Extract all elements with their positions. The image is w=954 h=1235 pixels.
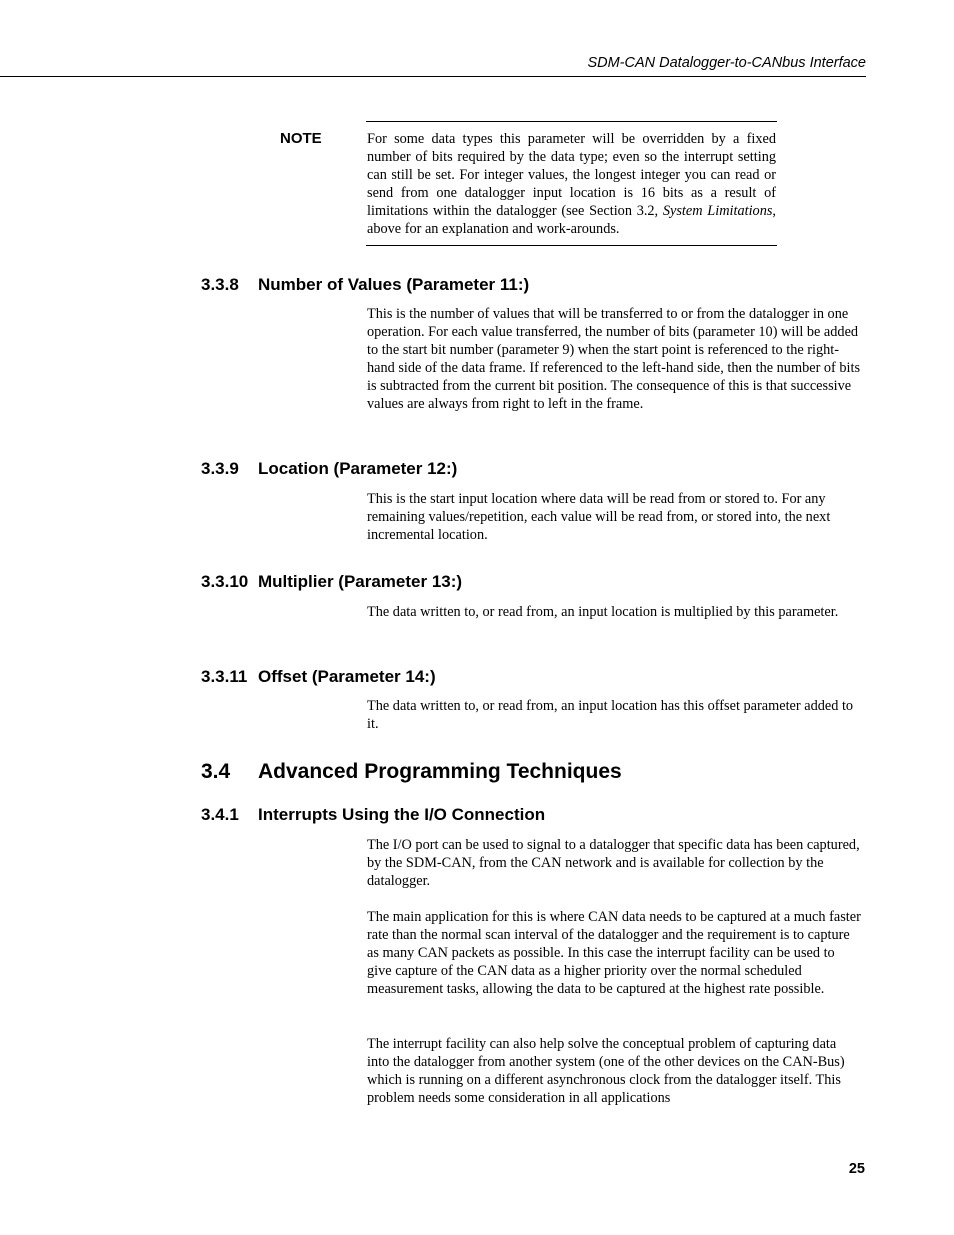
- section-3-3-8-body: This is the number of values that will be transferred to or from the datalogger in one operation. For each value transferred, the number of bits (parameter 10) will be added to the start bit number (parameter 9) when the start point is referenced to the right-hand side of the data frame. If referenced to the left-hand side, then the number of bits is subtracted from the current bit position. The consequence of this is that successive values are always from right to left in the frame.: [367, 306, 861, 412]
- section-3-4-1-paragraph-3: The interrupt facility can also help solve the conceptual problem of capturing data into the datalogger from another system (one of the other devices on the CAN-Bus) which is running on a different asynchronous clock from the datalogger itself. This problem needs some consideration in all applications: [367, 1036, 845, 1106]
- note-text-end: , above for an explanation and work-arounds.: [367, 203, 776, 237]
- heading-title: Advanced Programming Techniques: [258, 760, 622, 783]
- heading-3-3-11: [201, 667, 436, 687]
- heading-3-4: [201, 760, 622, 784]
- heading-number: 3.3.11: [201, 667, 248, 686]
- heading-number: 3.3.8: [201, 275, 239, 294]
- section-3-3-9-body: This is the start input location where data will be read from or stored to. For any remaining values/repetition, each value will be read from, or stored into, the next incremental location.: [367, 491, 831, 543]
- heading-number: 3.4.1: [201, 805, 239, 824]
- heading-3-4-1: [201, 805, 545, 825]
- note-label: NOTE: [280, 130, 322, 147]
- note-text: [367, 130, 776, 238]
- section-3-4-1-paragraph-1: The I/O port can be used to signal to a datalogger that specific data has been captured, by the SDM-CAN, from the CAN network and is available for collection by the datalogger.: [367, 837, 860, 889]
- heading-number: 3.3.10: [201, 572, 249, 591]
- header-title: SDM-CAN Datalogger-to-CANbus Interface: [587, 55, 866, 71]
- section-3-3-10-body: The data written to, or read from, an input location is multiplied by this parameter.: [367, 604, 839, 620]
- heading-3-3-9: [201, 459, 457, 479]
- section-3-3-11-body: The data written to, or read from, an input location has this offset parameter added to it.: [367, 698, 854, 732]
- page-number: 25: [848, 1161, 865, 1177]
- heading-title: Number of Values (Parameter 11:): [258, 275, 530, 294]
- heading-title: Location (Parameter 12:): [258, 459, 458, 478]
- note-text-main: For some data types this parameter will be overridden by a fixed number of bits required by the data type; even so the interrupt setting can still be set. For integer values, the longest integer you can read or send from one datalogger input location is 16 bits as a result of limitations within the datalogger (see Section 3.2,: [367, 131, 776, 219]
- heading-title: Offset (Parameter 14:): [258, 667, 436, 686]
- page-header: [0, 55, 866, 77]
- heading-title: Multiplier (Parameter 13:): [258, 572, 463, 591]
- heading-number: 3.4: [201, 760, 231, 783]
- heading-3-3-8: [201, 275, 529, 295]
- note-text-italic: System Limitations: [662, 203, 773, 219]
- heading-number: 3.3.9: [201, 459, 239, 478]
- heading-title: Interrupts Using the I/O Connection: [258, 805, 546, 824]
- section-3-4-1-paragraph-2: The main application for this is where CAN data needs to be captured at a much faster rate than the normal scan interval of the datalogger and the requirement is to capture as many CAN packets as possible. In this case the interrupt facility can be used to give capture of the CAN data as a higher priority over the normal scheduled measurement tasks, allowing the data to be captured at the highest rate possible.: [367, 909, 861, 997]
- heading-3-3-10: [201, 572, 462, 592]
